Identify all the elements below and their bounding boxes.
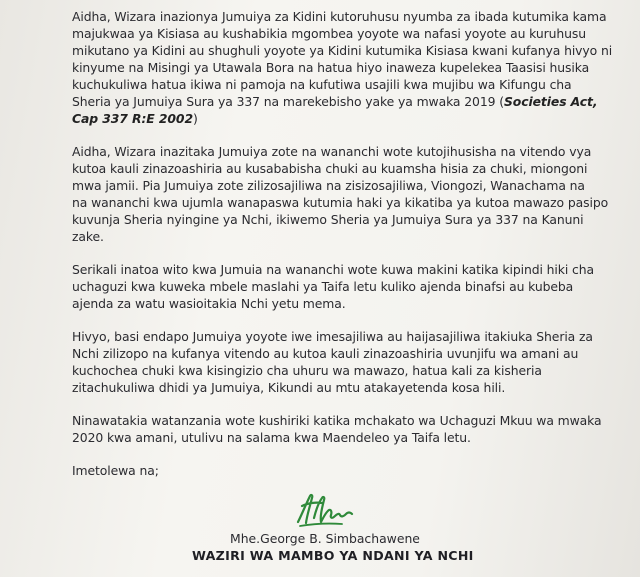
text-line: 2020 kwa amani, utulivu na salama kwa Maendeleo ya Taifa letu. (72, 430, 471, 445)
signatory-name: Mhe.George B. Simbachawene (230, 531, 420, 546)
signature-icon (292, 488, 356, 530)
text-line: kutoa kauli zinazoashiria au kusababisha chuki au kuamsha hisia za chuki, miongoni (72, 161, 588, 176)
text-line: kuchochea chuki kwa kisingizio cha uhuru wa mawazo, hatua kali za kisheria (72, 363, 542, 378)
paragraph-religious-institutions (72, 8, 613, 127)
text-line: ajenda za watu wasioitakia Nchi yetu mema. (72, 296, 346, 311)
paragraph-government-call (72, 261, 608, 312)
text-line (72, 110, 608, 127)
text-line: mwa jamii. Pia Jumuiya zote zilizosajiliwa na zisizosajiliwa, Viongozi, Wanachama na (72, 178, 585, 193)
text-line: Aidha, Wizara inazionya Jumuiya za Kidini kutoruhusu nyumba za ibada kutumika kama (72, 9, 607, 24)
text-line: na wananchi kwa ujumla wanapaswa kutumia haki ya kikatiba ya kutoa mawazo pasipo (72, 195, 609, 210)
text-line: Ninawatakia watanzania wote kushiriki katika mchakato wa Uchaguzi Mkuu wa mwaka (72, 413, 602, 428)
closing-line: Imetolewa na; (72, 463, 159, 478)
text-line: Hivyo, basi endapo Jumuiya yoyote iwe imesajiliwa au haijasajiliwa itakiuka Sheria za (72, 329, 593, 344)
text-line: mikutano ya Kidini au shughuli yoyote ya Kidini kutumika Kisiasa kwani kufanya hivyo ni (72, 43, 613, 58)
text-fragment: Sheria ya Jumuiya Sura ya 337 na marekebisho yake ya mwaka 2019 ( (72, 94, 504, 109)
legal-reference: Cap 337 R:E 2002 (72, 111, 193, 126)
text-line: kuvunja Sheria nyingine ya Nchi, ikiwemo Sheria ya Jumuiya Sura ya 337 na Kanuni (72, 212, 584, 227)
document-body (72, 8, 613, 495)
text-fragment: ) (192, 111, 198, 126)
text-line: Serikali inatoa wito kwa Jumuia na wananchi wote kuwa makini katika kipindi hiki cha (72, 262, 594, 277)
text-line: Aidha, Wizara inazitaka Jumuiya zote na wananchi wote kutojihusisha na vitendo vya (72, 144, 592, 159)
signatory-title: WAZIRI WA MAMBO YA NDANI YA NCHI (192, 548, 474, 563)
text-line: kinyume na Misingi ya Utawala Bora na hatua hiyo inaweza kupelekea Taasisi husika (72, 60, 590, 75)
paragraph-hate-speech (72, 143, 608, 245)
text-line: Nchi zilizopo na kufanya vitendo au kutoa kauli zinazoashiria uvunjifu wa amani au (72, 346, 579, 361)
text-line: zitachukuliwa dhidi ya Jumuiya, Kikundi au mtu atakayetenda kosa hili. (72, 380, 506, 395)
paragraph-election-wishes (72, 412, 608, 446)
text-line: zake. (72, 229, 104, 244)
text-line: uchaguzi kwa kuweka mbele maslahi ya Taifa letu kuliko ajenda binafsi au kubeba (72, 279, 574, 294)
paragraph-legal-action (72, 328, 608, 396)
legal-reference: Societies Act, (503, 94, 598, 109)
text-line (72, 93, 608, 110)
signature-stroke (298, 495, 352, 523)
text-line: kuchukuliwa hatua ikiwa ni pamoja na kufutiwa usajili kwa mujibu wa Kifungu cha (72, 77, 572, 92)
text-line: majukwaa ya Kisiasa au kushabikia mgombea yoyote wa nafasi yoyote au kuruhusu (72, 26, 586, 41)
